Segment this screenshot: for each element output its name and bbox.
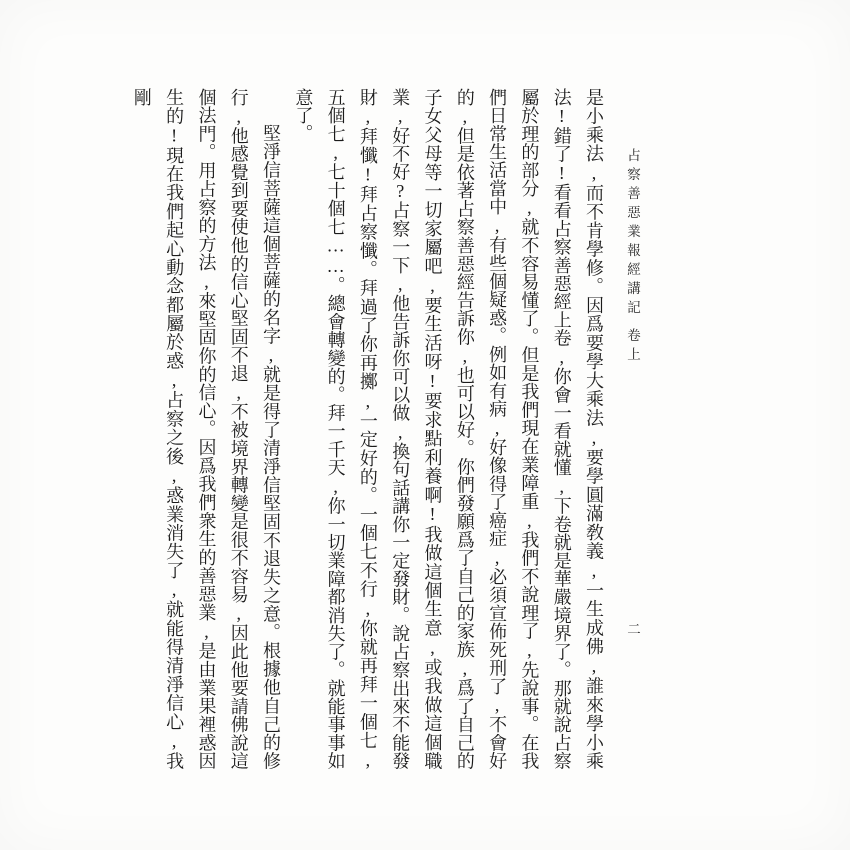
running-header [622,148,642,366]
volume-label: 卷上 [625,328,640,366]
page-number: 二 [625,622,640,636]
paragraph-1: 是小乘法,而不肯學修。因爲要學大乘法,要學圓滿敎義,一生成佛,誰來學小乘法!錯了!看看占察善惡經上卷,你會一看就懂,下卷就是華嚴境界了。那就說占察屬於理的部分,就不容易懂了。但是我們現在業障重,我們不說理了,先說事。在我們日常生活當中,有些個疑惑。例如有病,好像得了癌症,必須宣佈死刑了,不會好的,但是依著占察善惡經告訴你,也可以好。你們發願爲了自己的家族,爲了自己的子女父母等一切家屬吧,要生活呀!要求點利養啊!我做這個生意,或我做這個職業,好不好?占察一下,他告訴你可以做,換句話講你一定發財。說占察出來不能發財,拜懺!拜占察懺。拜過了你再擲,一定好的。一個七不行,你就再拜一個七,五個七,七十個七……。總會轉變的。拜一千天,你一切業障都消失了。就能事事如意了。 [293,88,604,770]
body-text [126,88,610,770]
paragraph-2: 堅淨信菩薩這個菩薩的名字,就是得了清淨信堅固不退失之意。根據他自己的修行,他感覺到要使他的信心堅固不退,不被境界轉變是很不容易,因此他要請佛說這個法門。用占察的方法,來堅固你的信心。因爲我們衆生的善惡業,是由業果裡惑因生的!現在我們起心動念都屬於惑,占察之後,惑業消失了,就能得清淨信心,我剛 [131,88,282,770]
book-title: 占察善惡業報經講記 [625,148,640,319]
